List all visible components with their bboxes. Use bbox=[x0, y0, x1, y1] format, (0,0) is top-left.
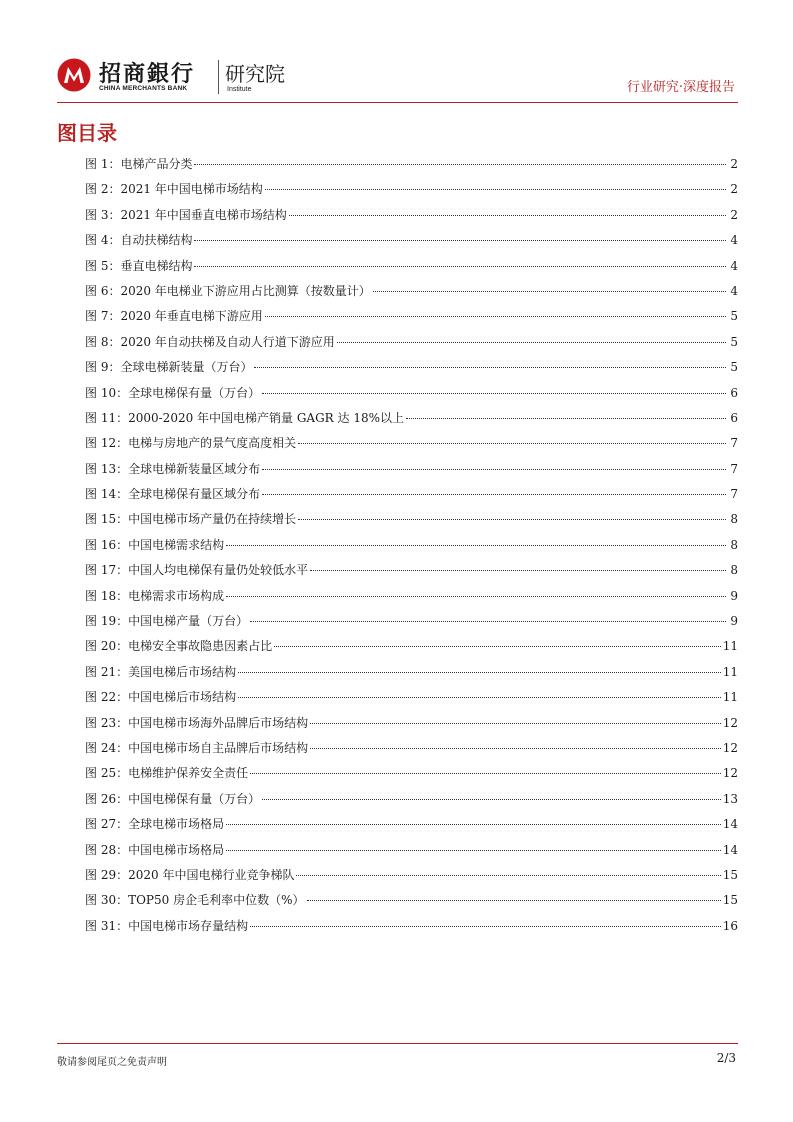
toc-entry[interactable] bbox=[57, 914, 738, 939]
toc-entry-page[interactable]: 8 bbox=[730, 537, 738, 552]
toc-entry[interactable] bbox=[57, 736, 738, 761]
toc-entry[interactable] bbox=[57, 254, 738, 279]
toc-entry[interactable] bbox=[57, 558, 738, 583]
toc-dot-leader bbox=[265, 316, 726, 317]
toc-entry-label[interactable]: 图 21：美国电梯后市场结构 bbox=[85, 664, 237, 679]
toc-dot-leader bbox=[298, 519, 726, 520]
footer-rule bbox=[57, 1043, 738, 1044]
toc-entry-page[interactable]: 4 bbox=[730, 283, 738, 298]
toc-entry-page[interactable]: 7 bbox=[730, 461, 738, 476]
toc-entry[interactable] bbox=[57, 634, 738, 659]
toc-dot-leader bbox=[310, 723, 721, 724]
toc-entry-label[interactable]: 图 17：中国人均电梯保有量仍处较低水平 bbox=[85, 563, 309, 578]
toc-dot-leader bbox=[274, 646, 721, 647]
toc-dot-leader bbox=[262, 393, 726, 394]
toc-entry-label[interactable]: 图 27：全球电梯市场格局 bbox=[85, 817, 225, 832]
toc-entry[interactable] bbox=[57, 685, 738, 710]
toc-entry[interactable] bbox=[57, 228, 738, 253]
logo-separator bbox=[218, 60, 219, 94]
toc-dot-leader bbox=[226, 824, 721, 825]
toc-entry[interactable] bbox=[57, 761, 738, 786]
toc-entry-page[interactable]: 16 bbox=[722, 918, 738, 933]
toc-entry-page[interactable]: 12 bbox=[722, 766, 738, 781]
cmb-logo-icon bbox=[57, 58, 91, 92]
toc-dot-leader bbox=[262, 494, 726, 495]
toc-entry-page[interactable]: 12 bbox=[722, 715, 738, 730]
institute-chinese: 研究院 bbox=[225, 62, 285, 86]
toc-entry-label[interactable]: 图 2：2021 年中国电梯市场结构 bbox=[85, 182, 263, 197]
toc-entry[interactable] bbox=[57, 482, 738, 507]
toc-entry-label[interactable]: 图 19：中国电梯产量（万台） bbox=[85, 614, 249, 629]
toc-entry[interactable] bbox=[57, 888, 738, 913]
toc-dot-leader bbox=[307, 900, 721, 901]
toc-entry-label[interactable]: 图 28：中国电梯市场格局 bbox=[85, 842, 225, 857]
toc-entry[interactable] bbox=[57, 838, 738, 863]
toc-entry[interactable] bbox=[57, 431, 738, 456]
toc-entry-label[interactable]: 图 6：2020 年电梯业下游应用占比测算（按数量计） bbox=[85, 283, 371, 298]
figure-list bbox=[57, 152, 738, 939]
page-header bbox=[57, 58, 737, 102]
toc-dot-leader bbox=[194, 164, 726, 165]
toc-entry-page[interactable]: 7 bbox=[730, 436, 738, 451]
toc-entry-page[interactable]: 4 bbox=[730, 233, 738, 248]
logo-chinese-text: 招商銀行 bbox=[99, 62, 196, 87]
toc-dot-leader bbox=[289, 215, 726, 216]
toc-entry[interactable] bbox=[57, 711, 738, 736]
toc-entry[interactable] bbox=[57, 381, 738, 406]
toc-entry-label[interactable]: 图 5：垂直电梯结构 bbox=[85, 258, 193, 273]
footer-disclaimer: 敬请参阅尾页之免责声明 bbox=[57, 1057, 167, 1068]
toc-dot-leader bbox=[238, 697, 721, 698]
toc-dot-leader bbox=[310, 748, 721, 749]
toc-entry-label[interactable]: 图 12：电梯与房地产的景气度高度相关 bbox=[85, 436, 297, 451]
toc-entry-page[interactable]: 5 bbox=[730, 309, 738, 324]
toc-entry-label[interactable]: 图 16：中国电梯需求结构 bbox=[85, 537, 225, 552]
toc-entry-label[interactable]: 图 29：2020 年中国电梯行业竞争梯队 bbox=[85, 867, 295, 882]
toc-entry[interactable] bbox=[57, 812, 738, 837]
toc-entry[interactable] bbox=[57, 152, 738, 177]
toc-entry-label[interactable]: 图 9：全球电梯新装量（万台） bbox=[85, 360, 253, 375]
toc-entry-label[interactable]: 图 1：电梯产品分类 bbox=[85, 157, 193, 171]
toc-entry[interactable] bbox=[57, 787, 738, 812]
report-type-label: 行业研究·深度报告 bbox=[626, 80, 735, 95]
institute-english: Institute bbox=[227, 86, 252, 93]
toc-entry-label[interactable]: 图 20：电梯安全事故隐患因素占比 bbox=[85, 639, 273, 654]
toc-entry-page[interactable]: 11 bbox=[722, 664, 738, 679]
toc-dot-leader bbox=[226, 596, 726, 597]
logo-english-text: CHINA MERCHANTS BANK bbox=[99, 85, 188, 92]
toc-entry-label[interactable]: 图 11：2000-2020 年中国电梯产销量 GAGR 达 18%以上 bbox=[85, 410, 405, 425]
toc-entry-page[interactable]: 5 bbox=[730, 334, 738, 349]
toc-entry[interactable] bbox=[57, 279, 738, 304]
toc-entry-page[interactable]: 7 bbox=[730, 487, 738, 502]
toc-entry-page[interactable]: 6 bbox=[730, 410, 738, 425]
toc-dot-leader bbox=[254, 367, 726, 368]
toc-dot-leader bbox=[296, 875, 720, 876]
toc-entry-page[interactable]: 11 bbox=[722, 639, 738, 654]
toc-entry-page[interactable]: 14 bbox=[722, 842, 738, 857]
toc-entry-label[interactable]: 图 31：中国电梯市场存量结构 bbox=[85, 918, 249, 933]
toc-entry-label[interactable]: 图 3：2021 年中国垂直电梯市场结构 bbox=[85, 207, 287, 222]
toc-entry[interactable] bbox=[57, 330, 738, 355]
toc-entry-page[interactable]: 12 bbox=[722, 740, 738, 755]
toc-entry-page[interactable]: 13 bbox=[722, 791, 738, 806]
toc-entry-page[interactable]: 9 bbox=[730, 614, 738, 629]
toc-dot-leader bbox=[250, 926, 721, 927]
toc-entry[interactable] bbox=[57, 863, 738, 888]
toc-dot-leader bbox=[250, 773, 721, 774]
toc-entry-page[interactable]: 15 bbox=[722, 867, 738, 882]
toc-entry-label[interactable]: 图 18：电梯需求市场构成 bbox=[85, 588, 225, 603]
toc-entry-page[interactable]: 2 bbox=[730, 207, 738, 222]
toc-entry-page[interactable]: 14 bbox=[722, 817, 738, 832]
toc-dot-leader bbox=[194, 240, 726, 241]
toc-dot-leader bbox=[337, 342, 726, 343]
toc-entry[interactable] bbox=[57, 507, 738, 532]
toc-entry-label[interactable]: 图 13：全球电梯新装量区域分布 bbox=[85, 461, 261, 476]
toc-title: 图目录 bbox=[57, 121, 117, 145]
toc-entry[interactable] bbox=[57, 660, 738, 685]
page-number: 2/3 bbox=[716, 1051, 736, 1065]
toc-entry[interactable] bbox=[57, 203, 738, 228]
toc-dot-leader bbox=[298, 443, 726, 444]
toc-entry-page[interactable]: 8 bbox=[730, 512, 738, 527]
toc-entry-label[interactable]: 图 7：2020 年垂直电梯下游应用 bbox=[85, 309, 263, 324]
toc-entry-label[interactable]: 图 23：中国电梯市场海外品牌后市场结构 bbox=[85, 715, 309, 730]
toc-entry-page[interactable]: 15 bbox=[722, 893, 738, 908]
toc-dot-leader bbox=[265, 189, 726, 190]
toc-dot-leader bbox=[250, 621, 726, 622]
toc-dot-leader bbox=[194, 266, 726, 267]
toc-entry-label[interactable]: 图 4：自动扶梯结构 bbox=[85, 233, 193, 248]
toc-entry-label[interactable]: 图 15：中国电梯市场产量仍在持续增长 bbox=[85, 512, 297, 527]
header-rule bbox=[57, 102, 738, 103]
toc-entry-page[interactable]: 9 bbox=[730, 588, 738, 603]
toc-dot-leader bbox=[373, 291, 726, 292]
toc-entry-page[interactable]: 6 bbox=[730, 385, 738, 400]
toc-dot-leader bbox=[406, 418, 726, 419]
toc-entry-label[interactable]: 图 22：中国电梯后市场结构 bbox=[85, 690, 237, 705]
toc-entry-page[interactable]: 2 bbox=[730, 182, 738, 197]
toc-entry[interactable] bbox=[57, 177, 738, 202]
toc-entry-page[interactable]: 8 bbox=[730, 563, 738, 578]
toc-dot-leader bbox=[310, 570, 726, 571]
toc-dot-leader bbox=[226, 850, 721, 851]
toc-entry-label[interactable]: 图 10：全球电梯保有量（万台） bbox=[85, 385, 261, 400]
toc-entry-page[interactable]: 2 bbox=[730, 157, 738, 171]
toc-entry-page[interactable]: 4 bbox=[730, 258, 738, 273]
toc-dot-leader bbox=[226, 545, 726, 546]
toc-dot-leader bbox=[238, 672, 721, 673]
toc-entry[interactable] bbox=[57, 457, 738, 482]
toc-entry[interactable] bbox=[57, 584, 738, 609]
toc-entry-label[interactable]: 图 26：中国电梯保有量（万台） bbox=[85, 791, 261, 806]
toc-entry-label[interactable]: 图 14：全球电梯保有量区域分布 bbox=[85, 487, 261, 502]
toc-entry-label[interactable]: 图 8：2020 年自动扶梯及自动人行道下游应用 bbox=[85, 334, 335, 349]
toc-entry[interactable] bbox=[57, 355, 738, 380]
toc-entry[interactable] bbox=[57, 609, 738, 634]
toc-entry[interactable] bbox=[57, 406, 738, 431]
toc-entry-label[interactable]: 图 25：电梯维护保养安全责任 bbox=[85, 766, 249, 781]
toc-entry-page[interactable]: 5 bbox=[730, 360, 738, 375]
toc-entry-label[interactable]: 图 30：TOP50 房企毛利率中位数（%） bbox=[85, 893, 305, 908]
toc-dot-leader bbox=[262, 799, 721, 800]
toc-dot-leader bbox=[262, 469, 726, 470]
toc-entry-page[interactable]: 11 bbox=[722, 690, 738, 705]
toc-entry-label[interactable]: 图 24：中国电梯市场自主品牌后市场结构 bbox=[85, 740, 309, 755]
toc-entry[interactable] bbox=[57, 304, 738, 329]
toc-entry[interactable] bbox=[57, 533, 738, 558]
